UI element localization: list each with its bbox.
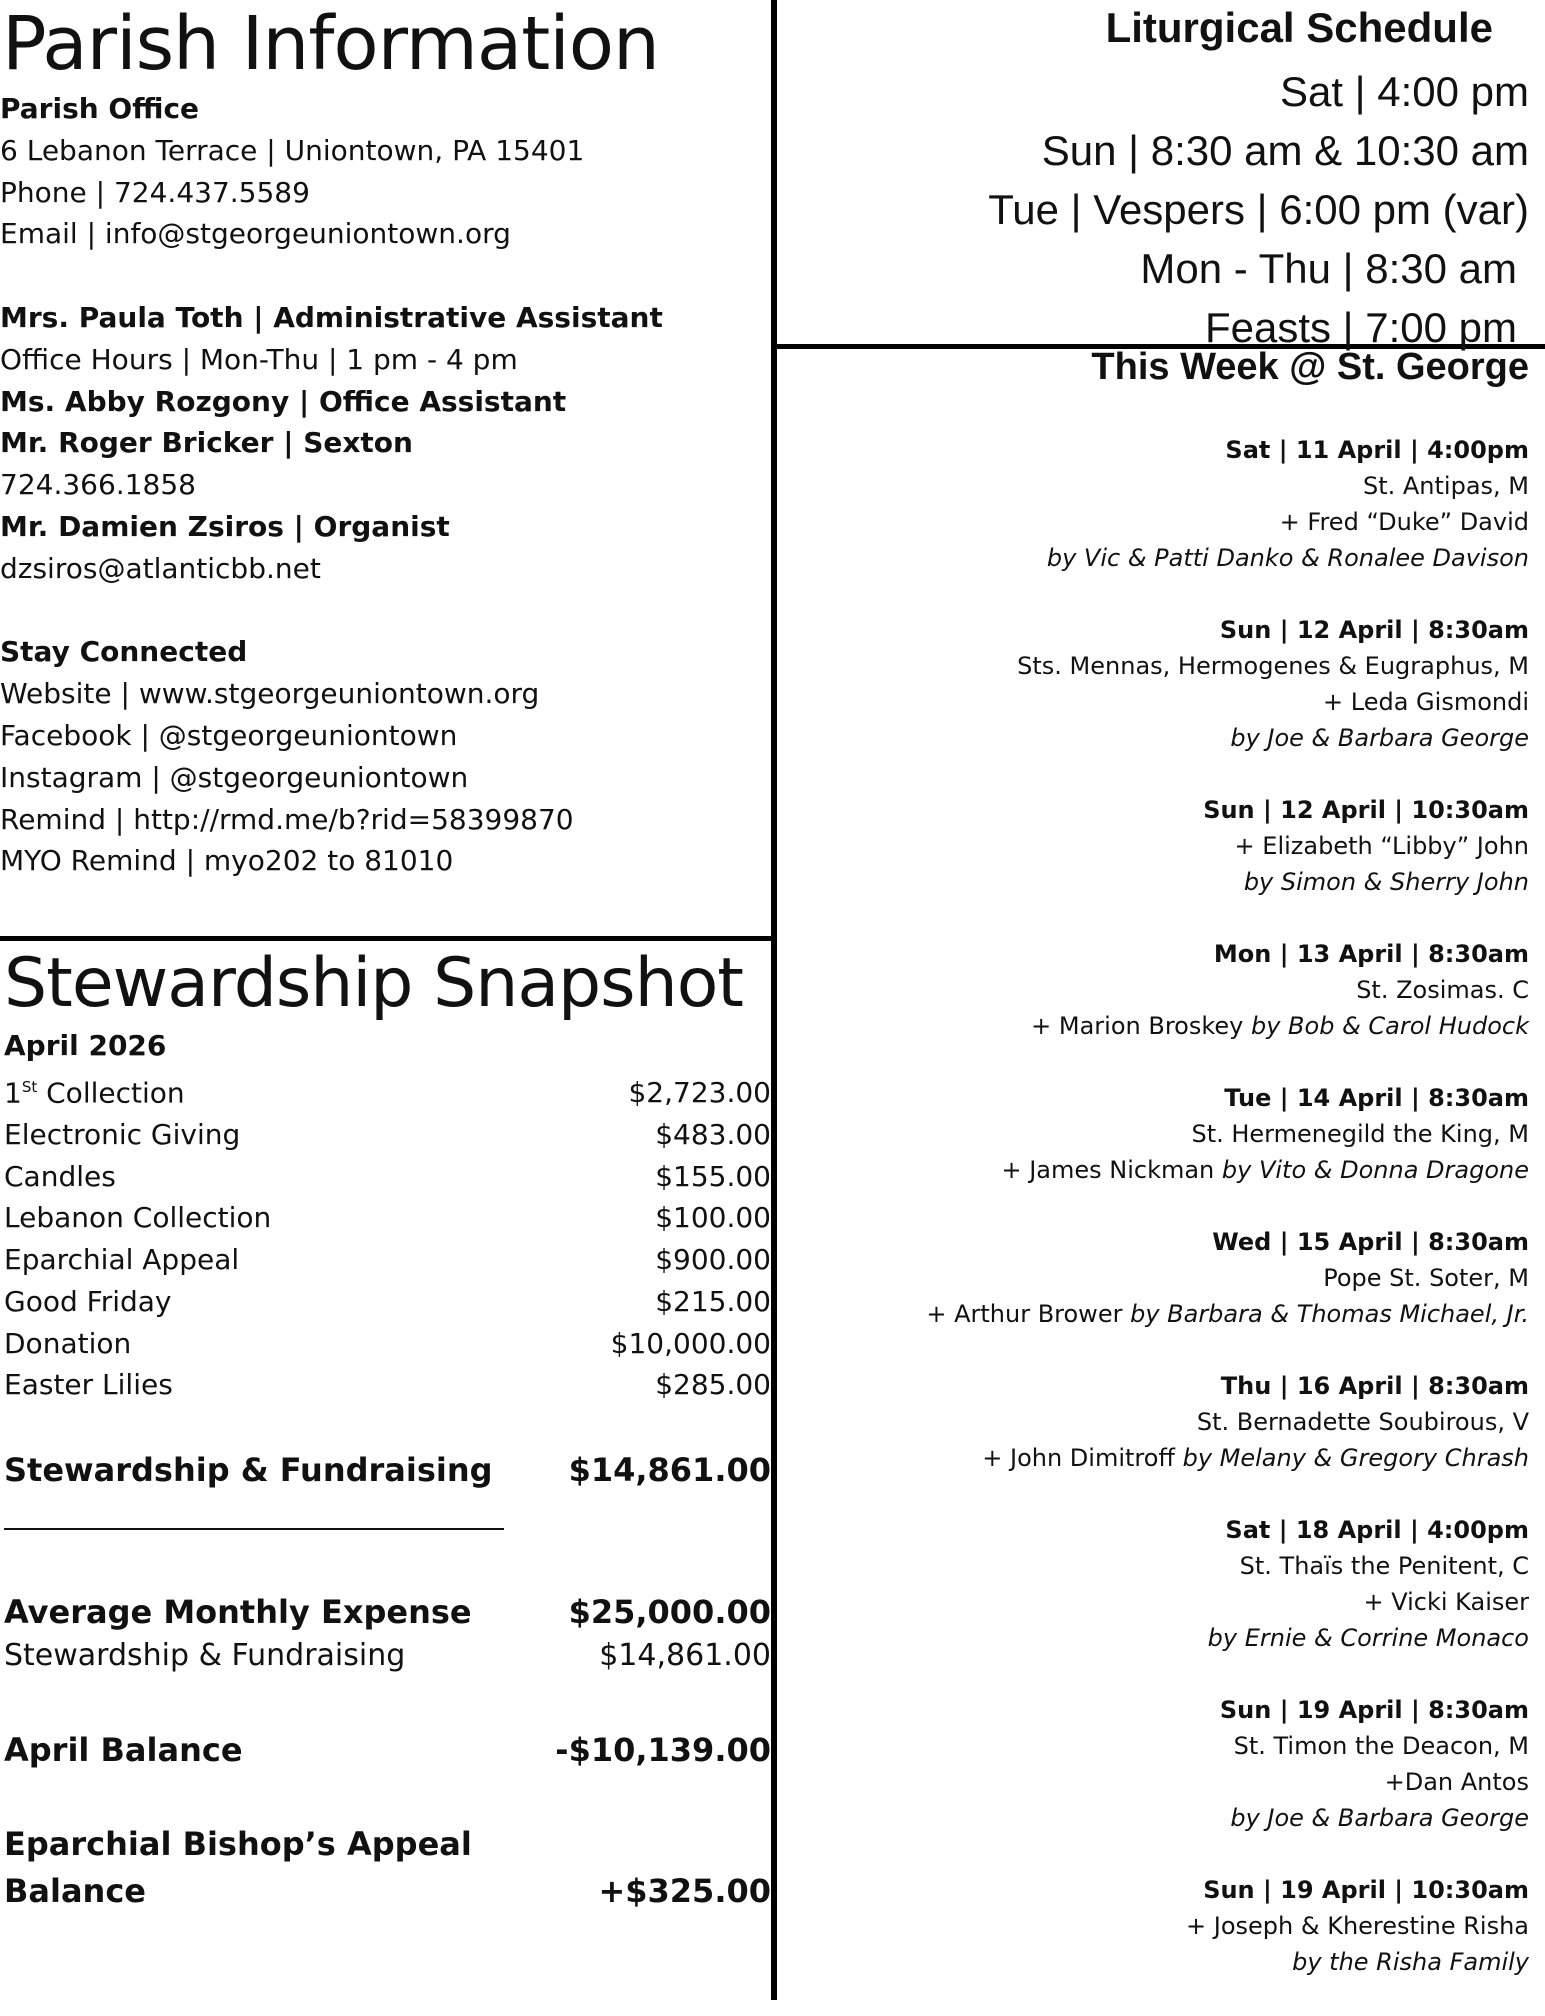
stewardship-total-row [4,1448,771,1492]
entry-line [777,828,1529,864]
entry-text: St. Zosimas. C [1356,976,1529,1004]
stewardship-snapshot-title: Stewardship Snapshot [4,944,743,1023]
entry-heading: Sat | 18 April | 4:00pm [1225,1516,1529,1544]
row-label: Stewardship & Fundraising [4,1637,406,1673]
entry-text: St. Hermenegild the King, M [1191,1120,1529,1148]
entry-line [777,1908,1529,1944]
spacer [4,1530,772,1590]
row-label: April Balance [4,1730,243,1769]
stewardship-month: April 2026 [4,1029,167,1062]
entry-line [777,1944,1529,1980]
entry-line [777,1260,1529,1296]
schedule-line: Feasts | 7:00 pm [1204,304,1517,351]
entry-text: + James Nickman [1001,1156,1222,1184]
entry-text: +Dan Antos [1384,1768,1529,1796]
row-label: Lebanon Collection [4,1201,272,1235]
entry-offered-by: by Vito & Donna Dragone [1221,1156,1529,1184]
staff-detail: Office Hours | Mon-Thu | 1 pm - 4 pm [0,342,518,376]
entry-text: St. Bernadette Soubirous, V [1196,1408,1529,1436]
expense-sub-row [4,1634,771,1678]
week-entry [777,936,1529,1044]
expense-row [4,1590,771,1634]
entry-text: + Elizabeth “Libby” John [1234,832,1529,860]
row-label [4,1067,185,1114]
entry-text: + Fred “Duke” David [1279,508,1529,536]
entry-heading: Sun | 12 April | 10:30am [1203,796,1529,824]
staff-detail: 724.366.1858 [0,468,196,502]
entry-heading: Wed | 15 April | 8:30am [1212,1228,1529,1256]
entry-line [777,1584,1529,1620]
entry-line [777,720,1529,756]
appeal-row [4,1869,771,1913]
left-section-divider [0,936,774,941]
entry-line [777,1728,1529,1764]
entry-line [777,1296,1529,1332]
row-amount: $10,000.00 [610,1326,771,1360]
row-amount: $14,861.00 [599,1637,771,1673]
parish-email: Email | info@stgeorgeuniontown.org [0,217,511,251]
parish-office-heading: Parish Office [0,92,200,125]
schedule-line: Sat | 4:00 pm [1279,68,1529,115]
appeal-row-label-1 [4,1822,771,1866]
liturgical-schedule-title: Liturgical Schedule [1105,4,1493,51]
entry-offered-by: by Barbara & Thomas Michael, Jr. [1130,1300,1529,1328]
stay-connected-heading: Stay Connected [0,635,248,669]
stewardship-row [4,1364,771,1406]
entry-line [777,1800,1529,1836]
row-amount: $900.00 [655,1243,771,1277]
row-amount: $2,723.00 [628,1076,771,1110]
spacer [4,1406,772,1448]
entry-line [777,1008,1529,1044]
stewardship-section [4,1025,772,1913]
entry-offered-by: by Joe & Barbara George [1230,1804,1529,1832]
entry-line [777,684,1529,720]
stewardship-row [4,1067,771,1114]
row-label: Candles [4,1159,116,1193]
entry-offered-by: by Ernie & Corrine Monaco [1207,1624,1529,1652]
row-amount: -$10,139.00 [555,1730,771,1769]
parish-information-title: Parish Information [2,1,659,87]
row-amount: $215.00 [655,1284,771,1318]
entry-text: + Arthur Brower [926,1300,1131,1328]
row-amount: $155.00 [655,1159,771,1193]
entry-text: St. Thaïs the Penitent, C [1239,1552,1529,1580]
spacer [0,255,768,297]
week-entry [777,432,1529,576]
entry-line [777,504,1529,540]
staff-name: Mr. Roger Bricker | Sexton [0,426,413,460]
balance-row [4,1728,771,1772]
entry-text: + Joseph & Kherestine Risha [1186,1912,1529,1940]
entry-heading: Tue | 14 April | 8:30am [1224,1084,1529,1112]
row-label: Donation [4,1326,132,1360]
entry-heading: Sun | 19 April | 10:30am [1203,1876,1529,1904]
connected-remind: Remind | http://rmd.me/b?rid=58399870 [0,802,574,836]
entry-heading: Thu | 16 April | 8:30am [1220,1372,1529,1400]
spacer [4,1492,772,1528]
entry-text: + Leda Gismondi [1323,688,1529,716]
schedule-line: Sun | 8:30 am & 10:30 am [1041,127,1529,174]
staff-detail: dzsiros@atlanticbb.net [0,551,321,585]
row-label: Balance [4,1871,146,1910]
spacer [0,590,768,632]
entry-text: St. Antipas, M [1362,472,1529,500]
stewardship-row [4,1114,771,1156]
entry-offered-by: by Simon & Sherry John [1243,868,1529,896]
row-amount: $25,000.00 [568,1592,771,1631]
stewardship-row [4,1281,771,1323]
entry-heading: Sun | 19 April | 8:30am [1219,1696,1529,1724]
week-entry [777,1080,1529,1188]
schedule-line: Tue | Vespers | 6:00 pm (var) [988,186,1529,233]
collection-label: Collection [37,1076,185,1110]
stewardship-row [4,1323,771,1365]
stewardship-row [4,1197,771,1239]
entry-offered-by: by the Risha Family [1292,1948,1529,1976]
staff-name: Mr. Damien Zsiros | Organist [0,509,450,543]
ordinal-number: 1 [4,1076,22,1110]
entry-offered-by: by Vic & Patti Danko & Ronalee Davison [1046,544,1529,572]
week-entry [777,1692,1529,1836]
row-label: Easter Lilies [4,1368,173,1402]
spacer [4,1678,772,1728]
parish-info [0,88,768,882]
connected-facebook: Facebook | @stgeorgeuniontown [0,718,458,752]
entry-heading: Mon | 13 April | 8:30am [1213,940,1529,968]
row-label: Eparchial Bishop’s Appeal [4,1824,472,1863]
spacer [4,1772,772,1822]
stewardship-row [4,1156,771,1198]
entry-text: + Vicki Kaiser [1363,1588,1529,1616]
entry-text: Sts. Mennas, Hermogenes & Eugraphus, M [1017,652,1529,680]
entry-line [777,1764,1529,1800]
staff-name: Mrs. Paula Toth | Administrative Assistant [0,300,663,334]
row-label: Stewardship & Fundraising [4,1450,493,1489]
entry-heading: Sun | 12 April | 8:30am [1219,616,1529,644]
entry-line [777,1548,1529,1584]
row-label: Good Friday [4,1284,172,1318]
liturgical-schedule [777,62,1529,357]
entry-offered-by: by Bob & Carol Hudock [1250,1012,1529,1040]
row-label: Average Monthly Expense [4,1592,472,1631]
row-amount: $483.00 [655,1118,771,1152]
entry-heading: Sat | 11 April | 4:00pm [1225,436,1529,464]
ordinal-suffix: St [21,1078,38,1096]
entry-line [777,972,1529,1008]
entry-text: + John Dimitroff [982,1444,1183,1472]
week-entries [777,432,1529,2016]
entry-line [777,540,1529,576]
row-label: Electronic Giving [4,1118,241,1152]
week-entry [777,1224,1529,1332]
week-entry [777,1872,1529,1980]
entry-line [777,648,1529,684]
entry-line [777,864,1529,900]
entry-line [777,1152,1529,1188]
entry-offered-by: by Melany & Gregory Chrash [1182,1444,1529,1472]
entry-line [777,468,1529,504]
entry-text: + Marion Broskey [1031,1012,1251,1040]
parish-address: 6 Lebanon Terrace | Uniontown, PA 15401 [0,133,585,167]
entry-offered-by: by Joe & Barbara George [1230,724,1529,752]
connected-website: Website | www.stgeorgeuniontown.org [0,677,540,711]
week-entry [777,612,1529,756]
staff-name: Ms. Abby Rozgony | Office Assistant [0,384,567,418]
row-label: Eparchial Appeal [4,1243,240,1277]
this-week-title: This Week @ St. George [1091,346,1529,388]
parish-phone: Phone | 724.437.5589 [0,175,310,209]
week-entry [777,792,1529,900]
entry-line [777,1116,1529,1152]
week-entry [777,1368,1529,1476]
row-amount: $14,861.00 [568,1450,771,1489]
week-entry [777,1512,1529,1656]
connected-instagram: Instagram | @stgeorgeuniontown [0,760,469,794]
stewardship-row [4,1239,771,1281]
row-amount: $285.00 [655,1368,771,1402]
entry-line [777,1620,1529,1656]
entry-text: St. Timon the Deacon, M [1233,1732,1529,1760]
entry-line [777,1404,1529,1440]
connected-myo-remind: MYO Remind | myo202 to 81010 [0,844,454,878]
row-amount: $100.00 [655,1201,771,1235]
entry-text: Pope St. Soter, M [1323,1264,1529,1292]
entry-line [777,1440,1529,1476]
row-amount: +$325.00 [598,1871,771,1910]
schedule-line: Mon - Thu | 8:30 am [1140,245,1517,292]
